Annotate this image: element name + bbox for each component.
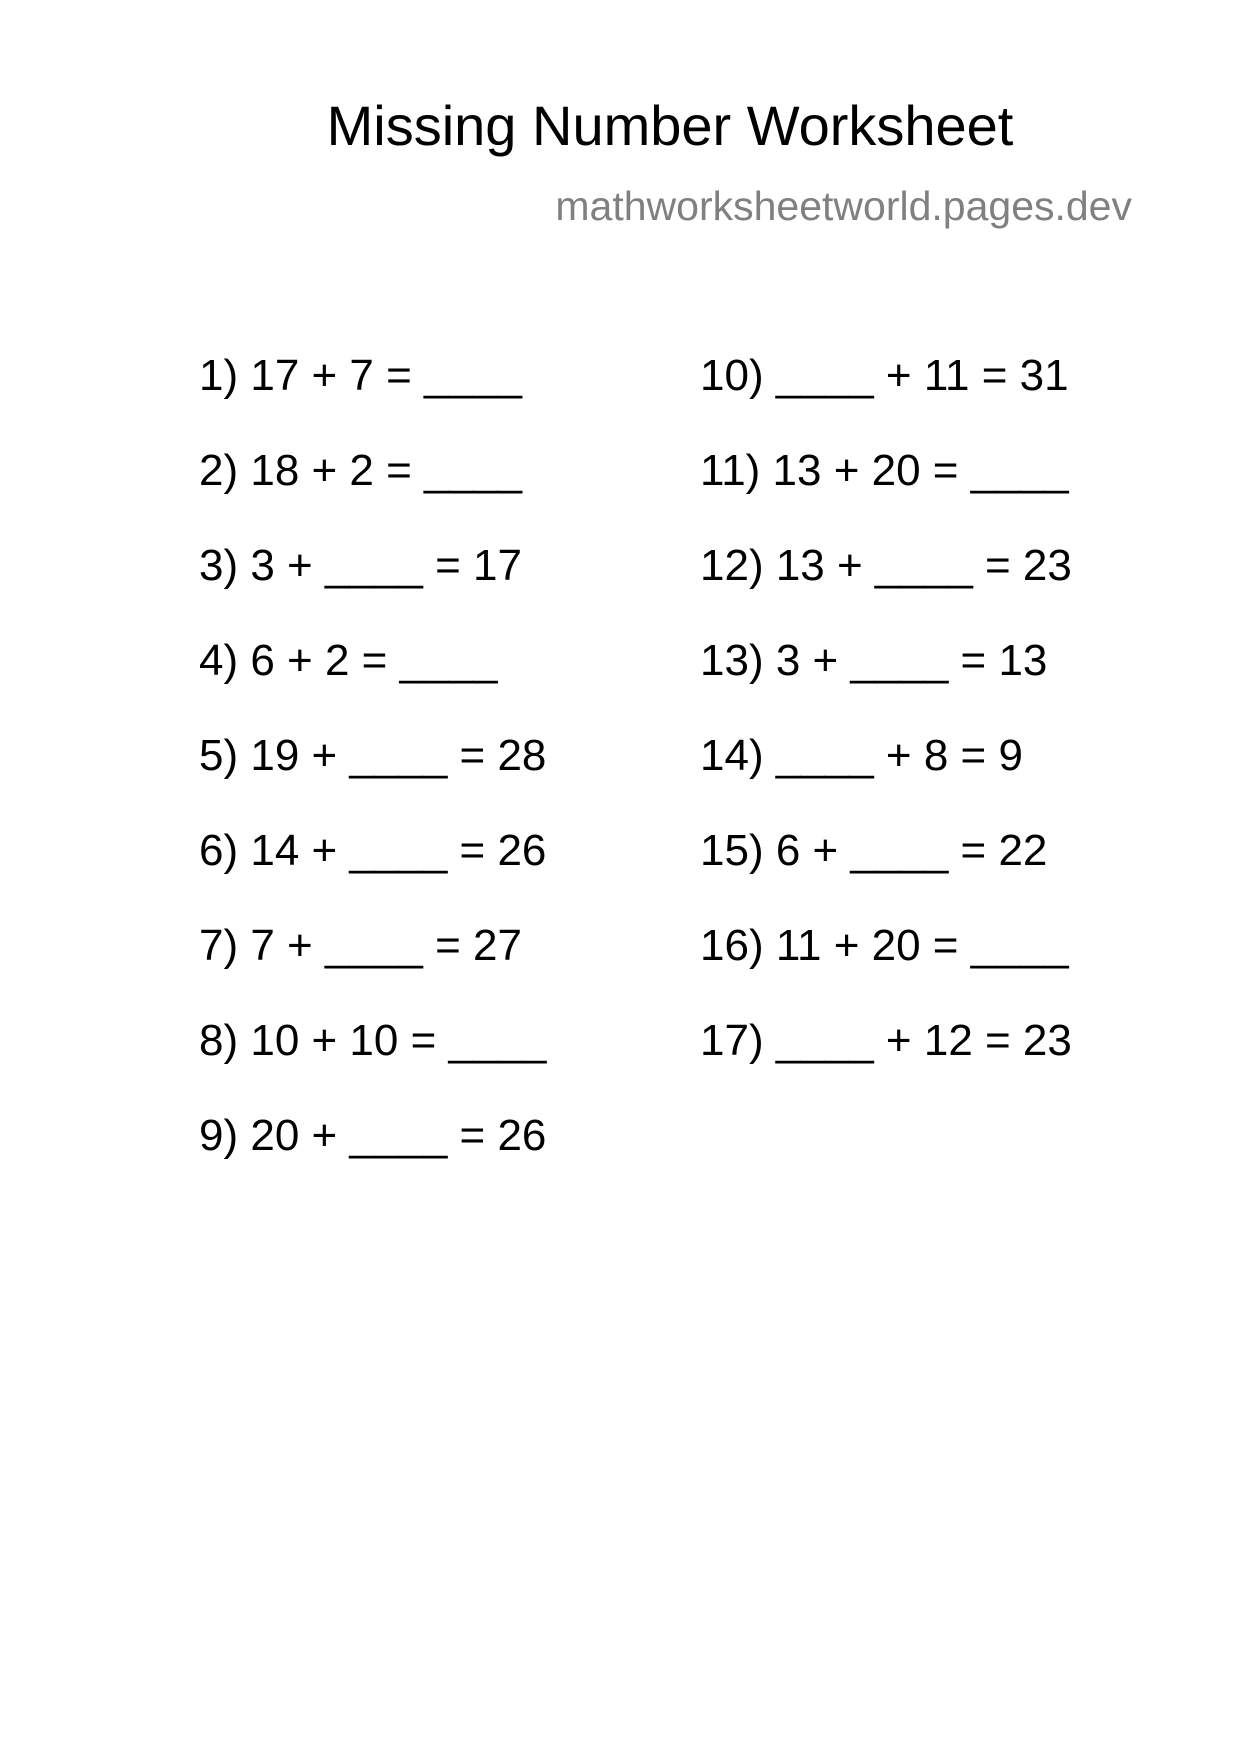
problem-column-left	[199, 351, 547, 1209]
problem-2: 2) 18 + 2 = ____	[199, 446, 522, 495]
problem-16: 16) 11 + 20 = ____	[700, 921, 1069, 970]
problem-3: 3) 3 + ____ = 17	[199, 541, 522, 590]
problem-13: 13) 3 + ____ = 13	[700, 636, 1048, 685]
problem-1: 1) 17 + 7 = ____	[199, 351, 522, 400]
problem-17: 17) ____ + 12 = 23	[700, 1016, 1072, 1065]
problem-15: 15) 6 + ____ = 22	[700, 826, 1048, 875]
problem-11: 11) 13 + 20 = ____	[700, 446, 1069, 495]
problem-9: 9) 20 + ____ = 26	[199, 1111, 547, 1160]
problem-4: 4) 6 + 2 = ____	[199, 636, 498, 685]
problem-5: 5) 19 + ____ = 28	[199, 731, 547, 780]
problem-12: 12) 13 + ____ = 23	[700, 541, 1072, 590]
worksheet-title: Missing Number Worksheet	[326, 94, 1014, 157]
problem-10: 10) ____ + 11 = 31	[700, 351, 1069, 400]
problem-column-right	[700, 351, 1072, 1114]
problem-14: 14) ____ + 8 = 9	[700, 731, 1023, 780]
problem-6: 6) 14 + ____ = 26	[199, 826, 547, 875]
problem-7: 7) 7 + ____ = 27	[199, 921, 522, 970]
website-url: mathworksheetworld.pages.dev	[555, 183, 1132, 229]
problem-8: 8) 10 + 10 = ____	[199, 1016, 547, 1065]
